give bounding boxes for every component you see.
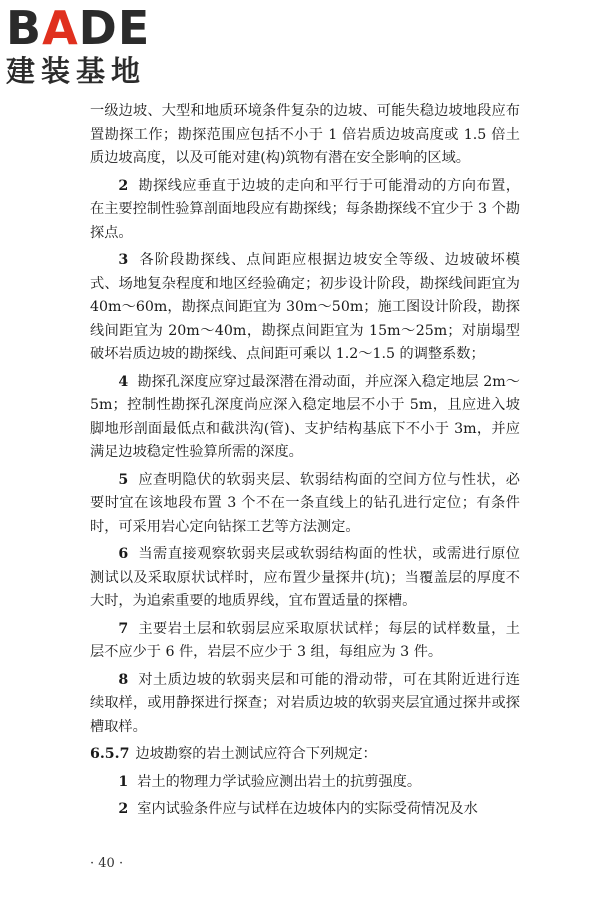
document-body (90, 100, 520, 826)
item-number: 2 (118, 801, 129, 817)
item-text: 对土质边坡的软弱夹层和可能的滑动带，可在其附近进行连续取样，或用静探进行探查；对岩质边坡的软弱夹层宜通过探井或探槽取样。 (90, 671, 520, 735)
logo-letter-a-accent: A (42, 1, 79, 55)
item-number: 1 (118, 773, 129, 790)
list-item (90, 469, 520, 540)
list-item (90, 543, 520, 614)
item-text: 勘探线应垂直于边坡的走向和平行于可能滑动的方向布置，在主要控制性验算剖面地段应有勘探线；每条勘探线不宜少于 3 个勘探点。 (90, 177, 520, 241)
page-number: · 40 · (90, 856, 124, 871)
item-text: 当需直接观察软弱夹层或软弱结构面的性状，或需进行原位测试以及采取原状试样时，应布置少量探井(坑)；当覆盖层的厚度不大时，为追索重要的地质界线，宜布置适量的探槽。 (90, 546, 520, 609)
item-text: 岩土的物理力学试验应测出岩土的抗剪强度。 (137, 773, 422, 790)
item-text: 室内试验条件应与试样在边坡体内的实际受荷情况及水 (137, 801, 478, 817)
list-item (90, 249, 520, 367)
clause-text: 边坡勘察的岩土测试应符合下列规定： (135, 746, 377, 762)
list-item (90, 175, 520, 246)
logo-letter-b: B (6, 1, 43, 55)
item-number: 5 (118, 471, 129, 488)
item-text: 主要岩土层和软弱层应采取原状试样；每层的试样数量，土层不应少于 6 件，岩层不应少于 3 组，每组应为 3 件。 (90, 620, 520, 660)
clause-item (90, 798, 520, 822)
item-text: 应查明隐伏的软弱夹层、软弱结构面的空间方位与性状，必要时宜在该地段布置 3 个不在一条直线上的钻孔进行定位；有条件时，可采用岩心定向钻探工艺等方法测定。 (90, 471, 520, 535)
list-item (90, 371, 520, 465)
logo (6, 1, 176, 88)
item-number: 4 (118, 373, 129, 390)
clause-heading (90, 743, 520, 767)
item-text: 勘探孔深度应穿过最深潜在滑动面，并应深入稳定地层 2m～5m；控制性勘探孔深度尚应深入稳定地层不小于 5m，且应进入坡脚地形剖面最低点和截洪沟(管)、支护结构基底下不小于 3m，并应满足边坡稳定性验算所需的深度。 (90, 373, 520, 460)
clause-number: 6.5.7 (90, 746, 130, 762)
logo-subtitle: 建装基地 (6, 54, 147, 88)
item-number: 6 (118, 546, 129, 562)
paragraph-text: 一级边坡、大型和地质环境条件复杂的边坡、可能失稳边坡地段应布置勘探工作；勘探范围应包括不小于 1 倍岩质边坡高度或 1.5 倍土质边坡高度，以及可能对建(构)筑物有潜在安全影响的区域。 (90, 103, 520, 166)
item-number: 3 (118, 252, 129, 268)
list-item (90, 669, 520, 740)
item-text: 各阶段勘探线、点间距应根据边坡安全等级、边坡破坏模式、场地复杂程度和地区经验确定；初步设计阶段，勘探线间距宜为 40m～60m，勘探点间距宜为 30m～50m；施工图设计阶段，勘探线间距宜为 20m～40m，勘探点间距宜为 15m～25m；对崩塌型破坏岩质边坡的勘探线、点间距可乘以 1.2～1.5 的调整系数； (90, 252, 520, 362)
clause-item (90, 771, 520, 795)
logo-wordmark (6, 1, 176, 55)
paragraph-continued (90, 100, 520, 171)
item-number: 8 (118, 671, 129, 688)
list-item (90, 618, 520, 665)
item-number: 7 (118, 620, 129, 637)
item-number: 2 (118, 177, 129, 194)
logo-letters-de: DE (78, 1, 151, 55)
